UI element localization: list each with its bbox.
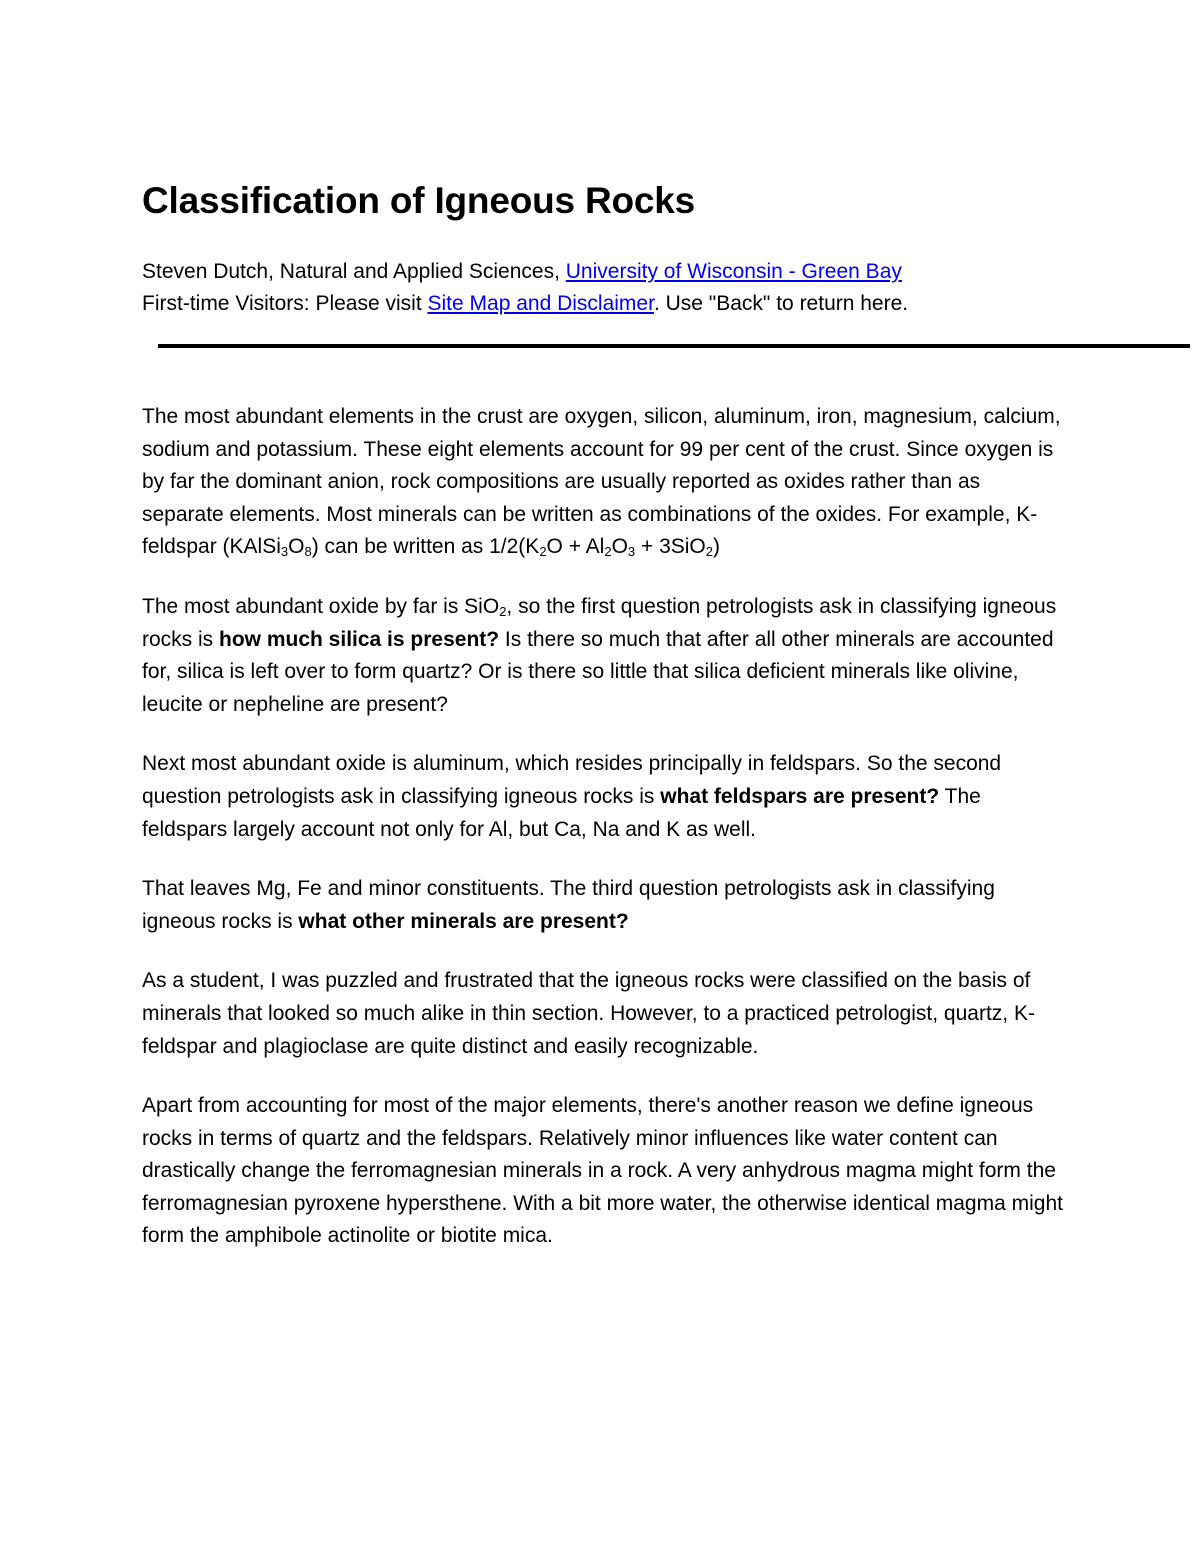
text-run: O (611, 535, 628, 559)
byline (142, 256, 908, 320)
author-line (142, 256, 908, 288)
text-run: ) can be written as 1/2(K (311, 535, 540, 559)
paragraph-quartz-feldspars: Apart from accounting for most of the major elements, there's another reason we define igneous rocks in terms of quartz and the feldspars. Relatively minor influences like water content can drastically change the ferromagnesian minerals in a rock. A very anhydrous magma might form the ferromagnesian pyroxene hypersthene. With a bit more water, the otherwise identical magma might form the amphibole actinolite or biotite mica. (142, 1094, 1063, 1248)
article-body (142, 401, 1067, 1280)
subscript: 2 (705, 544, 713, 560)
university-link[interactable]: University of Wisconsin - Green Bay (565, 260, 902, 283)
paragraph-other-minerals (142, 873, 1067, 938)
text-run: ) (713, 535, 720, 559)
visitors-suffix: . Use "Back" to return here. (653, 292, 909, 315)
sitemap-link[interactable]: Site Map and Disclaimer (427, 292, 654, 315)
subscript: 2 (539, 544, 547, 560)
text-run: Is there so much that after all other minerals are accounted for, silica is left over to form quartz? Or is there so little that silica deficient minerals like olivine, leucite or nepheline are present? (142, 627, 1054, 716)
text-run: The feldspars largely account not only for Al, but Ca, Na and K as well. (142, 784, 981, 841)
text-run: , so the first question petrologists ask in classifying igneous rocks is (142, 594, 1057, 651)
paragraph-student: As a student, I was puzzled and frustrated that the igneous rocks were classified on the basis of minerals that looked so much alike in thin section. However, to a practiced petrologist, quartz, K-feldspar and plagioclase are quite distinct and easily recognizable. (142, 969, 1035, 1058)
visitors-prefix: First-time Visitors: Please visit (142, 292, 428, 315)
text-run: The most abundant oxide by far is SiO (142, 594, 500, 618)
text-run: Next most abundant oxide is aluminum, which resides principally in feldspars. So the second question petrologists ask in classifying igneous rocks is (142, 752, 1002, 808)
subscript: 3 (280, 544, 289, 560)
text-run: The most abundant elements in the crust are oxygen, silicon, aluminum, iron, magnesium, calcium, sodium and potassium. These eight elements account for 99 per cent of the crust. Since oxygen is by far the dominant anion, rock compositions are usually reported as oxides rather than as separate elements. Most minerals can be written as combinations of the oxides. For example, K-feldspar (KAlSi (142, 405, 1061, 559)
bold-question: what feldspars are present? (660, 784, 940, 808)
text-run: O + Al (546, 535, 605, 559)
author-text: Steven Dutch, Natural and Applied Sciences, (142, 260, 566, 283)
page-title: Classification of Igneous Rocks (142, 180, 696, 221)
text-run: That leaves Mg, Fe and minor constituents. The third question petrologists ask in classifying igneous rocks is (142, 877, 995, 933)
text-run: O (288, 535, 305, 559)
horizontal-rule (158, 344, 1190, 348)
subscript: 3 (627, 544, 636, 560)
paragraph-silica (142, 591, 1067, 721)
subscript: 2 (604, 544, 612, 560)
bold-question: how much silica is present? (219, 627, 500, 651)
text-run: + 3SiO (635, 535, 706, 559)
subscript: 2 (499, 603, 507, 619)
bold-question: what other minerals are present? (298, 909, 629, 933)
subscript: 8 (304, 544, 312, 560)
visitors-line (142, 288, 908, 320)
paragraph-feldspars (142, 748, 1067, 846)
paragraph-elements (142, 401, 1067, 564)
